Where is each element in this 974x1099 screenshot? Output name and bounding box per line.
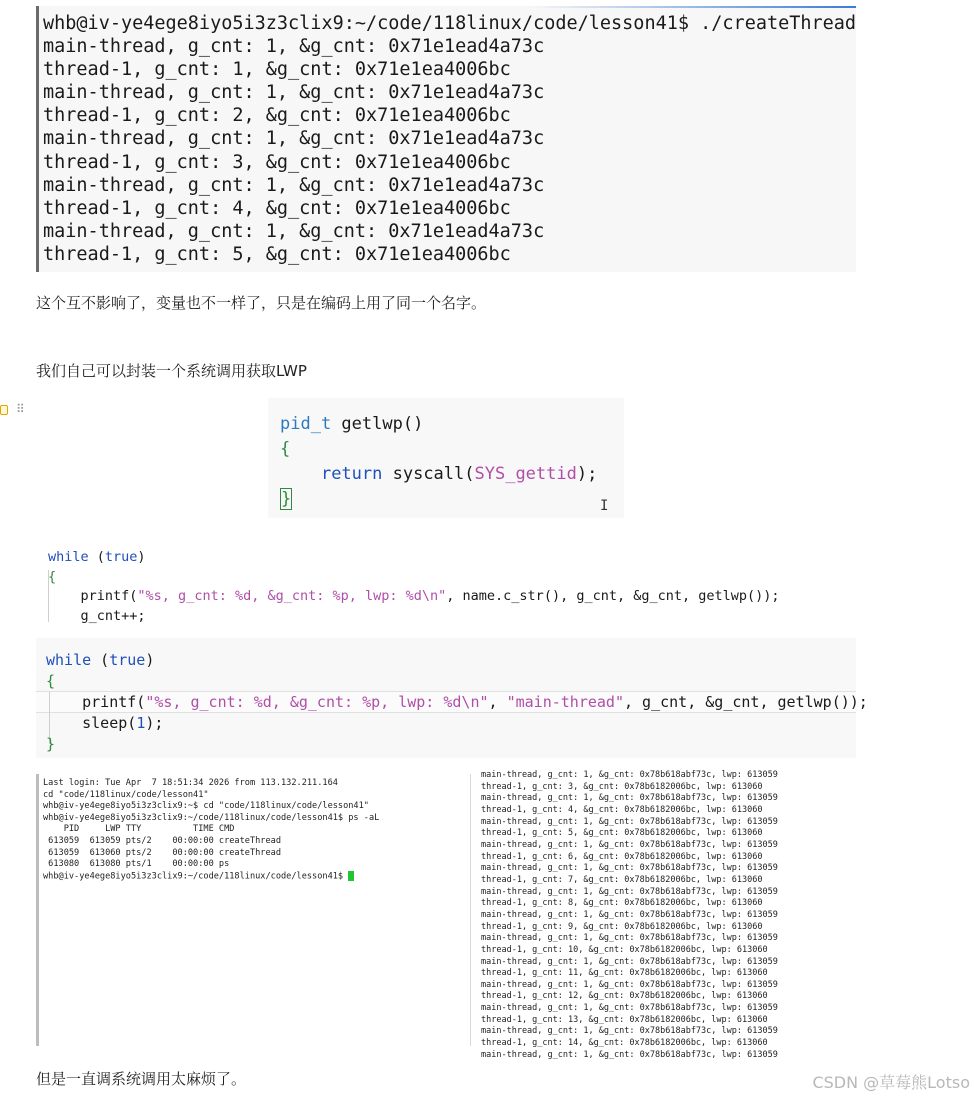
- terminal-line: thread-1, g_cnt: 12, &g_cnt: 0x78b6182006bc, lwp: 613060: [481, 991, 768, 1002]
- text-cursor-icon: I: [600, 498, 609, 514]
- terminal-ps-text: [43, 778, 379, 871]
- terminal-line: thread-1, g_cnt: 2, &g_cnt: 0x71e1ea4006bc: [43, 105, 511, 127]
- terminal-line: thread-1, g_cnt: 8, &g_cnt: 0x78b6182006bc, lwp: 613060: [481, 898, 763, 909]
- terminal-line: thread-1, g_cnt: 10, &g_cnt: 0x78b6182006bc, lwp: 613060: [481, 944, 768, 955]
- terminal-prompt: whb@iv-ye4ege8iyo5i3z3clix9:~/code/118linux/code/lesson41$: [43, 871, 349, 882]
- code-token-sleep: sleep(: [82, 714, 137, 732]
- terminal-line: thread-1, g_cnt: 3, &g_cnt: 0x78b6182006bc, lwp: 613060: [481, 781, 763, 792]
- code-token-signature: getlwp(): [331, 414, 424, 434]
- terminal-line: main-thread, g_cnt: 1, &g_cnt: 0x78b618abf73c, lwp: 613059: [481, 933, 778, 944]
- terminal-line: thread-1, g_cnt: 3, &g_cnt: 0x71e1ea4006bc: [43, 151, 511, 173]
- code-thread-loop-lines: [48, 548, 780, 626]
- code-token-call: syscall(: [382, 464, 475, 484]
- terminal-line: main-thread, g_cnt: 1, &g_cnt: 0x78b618abf73c, lwp: 613059: [481, 770, 778, 780]
- terminal-line: main-thread, g_cnt: 1, &g_cnt: 0x71e1ead4a73c: [43, 220, 545, 242]
- terminal-line: main-thread, g_cnt: 1, &g_cnt: 0x78b618abf73c, lwp: 613059: [481, 793, 778, 804]
- terminal-line: Last login: Tue Apr 7 18:51:34 2026 from 113.132.211.164: [43, 778, 338, 788]
- terminal-line: thread-1, g_cnt: 1, &g_cnt: 0x71e1ea4006bc: [43, 59, 511, 81]
- drag-handle-icon[interactable]: ⠿: [16, 402, 25, 416]
- code-token-type: pid_t: [280, 414, 332, 434]
- code-getlwp: [268, 398, 624, 518]
- terminal-line: thread-1, g_cnt: 11, &g_cnt: 0x78b6182006bc, lwp: 613060: [481, 968, 768, 979]
- terminal-line: whb@iv-ye4ege8iyo5i3z3clix9:~$ cd "code/118linux/code/lesson41": [43, 801, 369, 812]
- terminal-line: main-thread, g_cnt: 1, &g_cnt: 0x78b618abf73c, lwp: 613059: [481, 1049, 778, 1060]
- terminal-line: main-thread, g_cnt: 1, &g_cnt: 0x78b618abf73c, lwp: 613059: [481, 1003, 778, 1014]
- csdn-watermark: CSDN @草莓熊Lotso: [812, 1073, 970, 1092]
- code-token-true: true: [104, 549, 138, 565]
- terminal-line: thread-1, g_cnt: 7, &g_cnt: 0x78b6182006bc, lwp: 613060: [481, 874, 763, 885]
- code-token-close-brace: }: [46, 735, 56, 753]
- terminal-line: whb@iv-ye4ege8iyo5i3z3clix9:~/code/118linux/code/lesson41$ ./createThread: [43, 13, 857, 34]
- code-token-format: "%s, g_cnt: %d, &g_cnt: %p, lwp: %d\n": [137, 588, 447, 604]
- code-token-close-brace: }: [281, 489, 292, 509]
- code-thread-loop: [36, 540, 856, 622]
- code-token-sleep-end: );: [145, 714, 164, 732]
- terminal-line: 613059 613059 pts/2 00:00:00 createThread: [43, 835, 281, 846]
- terminal-line: main-thread, g_cnt: 1, &g_cnt: 0x71e1ead4a73c: [43, 82, 545, 104]
- code-token-printf: printf(: [80, 588, 138, 604]
- code-token-true: true: [109, 651, 146, 669]
- code-token-open-brace: {: [48, 568, 57, 585]
- code-token-open-brace: {: [280, 439, 291, 459]
- terminal-line: main-thread, g_cnt: 1, &g_cnt: 0x78b618abf73c, lwp: 613059: [481, 839, 778, 850]
- code-token-open-brace: {: [46, 672, 56, 690]
- paragraph-conclusion: 但是一直调系统调用太麻烦了。: [36, 1070, 247, 1088]
- terminal-line: main-thread, g_cnt: 1, &g_cnt: 0x71e1ead4a73c: [43, 174, 545, 196]
- code-token-format: "%s, g_cnt: %d, &g_cnt: %p, lwp: %d\n": [145, 693, 489, 711]
- code-token-args: , g_cnt, &g_cnt, getlwp());: [623, 693, 868, 711]
- terminal-line: main-thread, g_cnt: 1, &g_cnt: 0x78b618abf73c, lwp: 613059: [481, 816, 778, 827]
- code-token-comma: ,: [488, 693, 507, 711]
- code-token-end: );: [576, 464, 598, 484]
- code-token-number: 1: [136, 714, 146, 732]
- terminal-ps-lines: [43, 778, 379, 883]
- terminal-line: thread-1, g_cnt: 5, &g_cnt: 0x71e1ea4006bc: [43, 243, 511, 265]
- terminal-line: PID LWP TTY TIME CMD: [43, 824, 235, 835]
- terminal-line: main-thread, g_cnt: 1, &g_cnt: 0x71e1ead4a73c: [43, 128, 545, 150]
- comment-icon[interactable]: [0, 405, 8, 415]
- terminal-cursor: [348, 871, 354, 881]
- code-token-args: , name.c_str(), g_cnt, &g_cnt, getlwp());: [446, 588, 780, 604]
- terminal-ps-output: [36, 774, 468, 1046]
- code-token-while: while: [46, 651, 92, 669]
- code-token-return: return: [320, 464, 383, 484]
- terminal-line: thread-1, g_cnt: 14, &g_cnt: 0x78b6182006bc, lwp: 613060: [481, 1038, 768, 1049]
- terminal-line: 613080 613080 pts/1 00:00:00 ps: [43, 859, 230, 870]
- terminal-line: thread-1, g_cnt: 9, &g_cnt: 0x78b6182006bc, lwp: 613060: [481, 921, 763, 932]
- code-token-paren-close: ): [145, 651, 155, 669]
- terminal-line: main-thread, g_cnt: 1, &g_cnt: 0x78b618abf73c, lwp: 613059: [481, 909, 778, 920]
- code-getlwp-lines: [280, 412, 597, 512]
- code-token-paren: (: [91, 651, 110, 669]
- code-main-loop: [36, 638, 868, 758]
- code-token-paren: (: [88, 549, 105, 565]
- paragraph-getlwp-intro: 我们自己可以封装一个系统调用获取LWP: [36, 362, 307, 380]
- terminal-line: thread-1, g_cnt: 5, &g_cnt: 0x78b6182006bc, lwp: 613060: [481, 828, 763, 839]
- terminal-line: thread-1, g_cnt: 4, &g_cnt: 0x78b6182006bc, lwp: 613060: [481, 804, 763, 815]
- code-token-paren-close: ): [137, 549, 146, 565]
- terminal-line: 613059 613060 pts/2 00:00:00 createThread: [43, 847, 281, 858]
- terminal-run-output: [470, 770, 856, 1060]
- code-token-printf: printf(: [82, 693, 146, 711]
- terminal-line: main-thread, g_cnt: 1, &g_cnt: 0x78b618abf73c, lwp: 613059: [481, 886, 778, 897]
- terminal-line: main-thread, g_cnt: 1, &g_cnt: 0x78b618abf73c, lwp: 613059: [481, 956, 778, 967]
- terminal-output-1-lines: [43, 12, 856, 266]
- terminal-line: cd "code/118linux/code/lesson41": [43, 789, 209, 800]
- terminal-line: main-thread, g_cnt: 1, &g_cnt: 0x78b618abf73c, lwp: 613059: [481, 863, 778, 874]
- terminal-line: whb@iv-ye4ege8iyo5i3z3clix9:~/code/118linux/code/lesson41$ ps -aL: [43, 812, 380, 823]
- paragraph-explanation: 这个互不影响了，变量也不一样了，只是在编码上用了同一个名字。: [36, 294, 487, 312]
- terminal-line: thread-1, g_cnt: 4, &g_cnt: 0x71e1ea4006bc: [43, 197, 511, 219]
- code-token-increment: g_cnt++;: [80, 607, 146, 624]
- terminal-line: main-thread, g_cnt: 1, &g_cnt: 0x78b618abf73c, lwp: 613059: [481, 1026, 778, 1037]
- terminal-line: thread-1, g_cnt: 6, &g_cnt: 0x78b6182006bc, lwp: 613060: [481, 851, 763, 862]
- terminal-top-border: [39, 6, 856, 8]
- code-token-arg: SYS_gettid: [474, 464, 577, 484]
- terminal-line: main-thread, g_cnt: 1, &g_cnt: 0x71e1ead4a73c: [43, 36, 545, 58]
- editor-gutter[interactable]: [0, 402, 26, 420]
- code-token-main-thread: "main-thread": [506, 693, 624, 711]
- terminal-line: main-thread, g_cnt: 1, &g_cnt: 0x78b618abf73c, lwp: 613059: [481, 979, 778, 990]
- terminal-run-lines: [481, 770, 778, 1061]
- code-token-while: while: [48, 549, 89, 565]
- code-main-loop-lines: [46, 650, 868, 755]
- terminal-output-1: [36, 6, 856, 272]
- terminal-line: thread-1, g_cnt: 13, &g_cnt: 0x78b6182006bc, lwp: 613060: [481, 1014, 768, 1025]
